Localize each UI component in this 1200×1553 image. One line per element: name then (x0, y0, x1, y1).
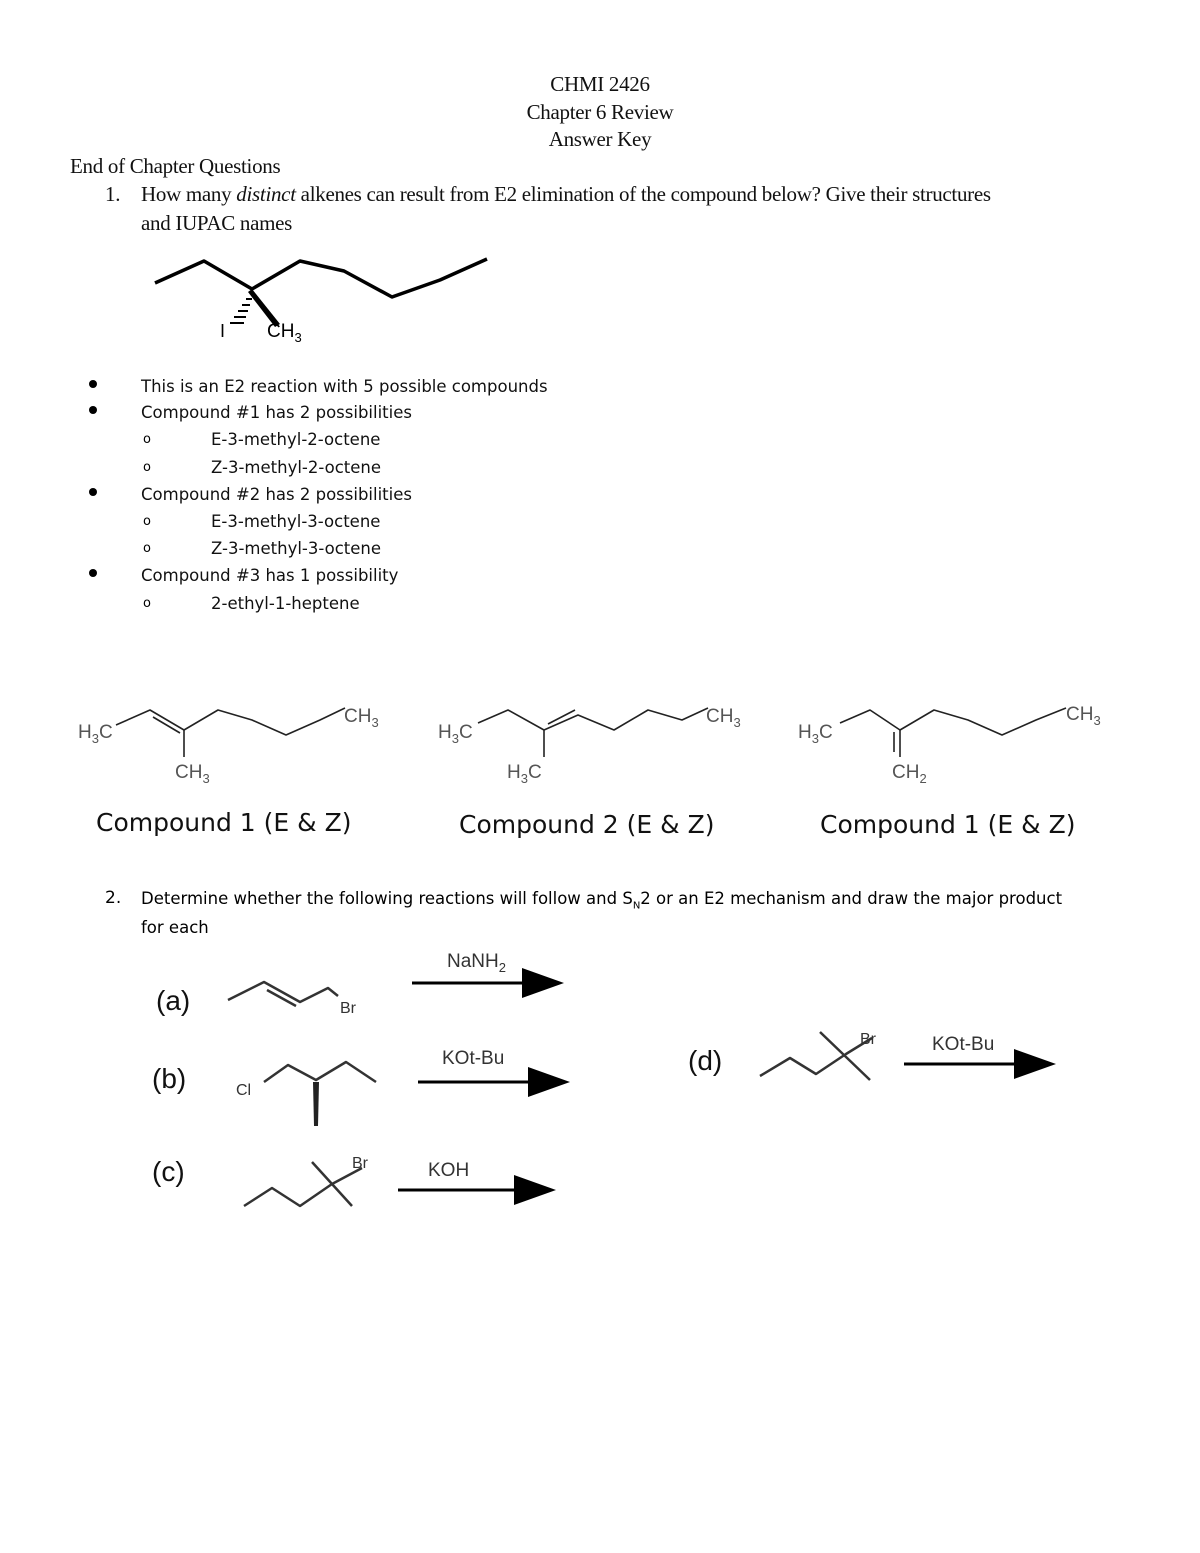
h3c-label: $H_3C$ (798, 722, 833, 746)
bullet (89, 488, 97, 496)
q1-number: 1. (105, 182, 121, 206)
h3c-label: $H_3C$ (78, 722, 113, 746)
sub-bullet: o (143, 541, 151, 556)
ch3-label: $CH_3$ (706, 706, 741, 730)
sub-bullet: o (143, 596, 151, 611)
reactions-diagram (140, 940, 1080, 1230)
course-code: CHMI 2426 (550, 72, 650, 96)
reaction-c-leaving-group: Br (352, 1155, 368, 1172)
reaction-b-reagent: KOt-Bu (442, 1048, 505, 1069)
ch3-label: $CH_3$ (175, 762, 210, 786)
q2-number: 2. (105, 888, 122, 908)
bullet (89, 380, 97, 388)
answer-compound-3-name: 2-ethyl-1-heptene (211, 594, 360, 613)
reaction-a-label: (a) (156, 985, 191, 1016)
ch3-label: $CH_3$ (344, 706, 379, 730)
q1-text-line2: and IUPAC names (141, 211, 293, 235)
reaction-d-label: (d) (688, 1045, 723, 1076)
reaction-a-leaving-group: Br (340, 1000, 356, 1017)
reaction-c-label: (c) (152, 1156, 185, 1187)
ch2-label: $CH_2$ (892, 762, 927, 786)
compound-label-1: Compound 1 (E & Z) (96, 808, 352, 837)
iodine-label: I (220, 321, 226, 341)
q1-text: How many distinct alkenes can result from E2 elimination of the compound below? Give their structures (141, 182, 991, 206)
sub-bullet: o (143, 514, 151, 529)
answer-compound-1-e: E-3-methyl-2-octene (211, 430, 381, 449)
chapter-title: Chapter 6 Review (526, 100, 674, 124)
sub-bullet: o (143, 432, 151, 447)
answer-compound-1: Compound #1 has 2 possibilities (141, 403, 412, 422)
product-structures (70, 690, 1150, 800)
answer-compound-1-z: Z-3-methyl-2-octene (211, 458, 382, 477)
compound-label-2: Compound 2 (E & Z) (459, 810, 715, 839)
q2-text: Determine whether the following reactions will follow and $S_N2$ or an E2 mechanism and draw the major product (141, 889, 1063, 912)
answer-compound-2: Compound #2 has 2 possibilities (141, 485, 412, 504)
bullet (89, 569, 97, 577)
section-title: End of Chapter Questions (70, 154, 281, 178)
h3c-label: $H_3C$ (438, 722, 473, 746)
answer-summary: This is an E2 reaction with 5 possible compounds (141, 377, 548, 396)
bullet (89, 406, 97, 414)
sub-bullet: o (143, 460, 151, 475)
answer-compound-2-z: Z-3-methyl-3-octene (211, 539, 382, 558)
reaction-c-reagent: KOH (428, 1160, 470, 1181)
reaction-b-leaving-group: Cl (236, 1082, 252, 1099)
reaction-a-reagent: NaNH$_2$ (447, 951, 506, 975)
answer-compound-3: Compound #3 has 1 possibility (141, 566, 399, 585)
q1-starting-structure (140, 245, 500, 350)
h3c-label: $H_3C$ (507, 762, 542, 786)
reaction-d-reagent: KOt-Bu (932, 1034, 995, 1055)
answer-key-subtitle: Answer Key (548, 127, 652, 151)
reaction-b-label: (b) (152, 1063, 187, 1094)
q2-text-line2: for each (141, 918, 209, 937)
answer-compound-2-e: E-3-methyl-3-octene (211, 512, 381, 531)
methyl-label: $CH_3$ (267, 321, 302, 345)
ch3-label: $CH_3$ (1066, 704, 1101, 728)
compound-label-3: Compound 1 (E & Z) (820, 810, 1076, 839)
reaction-d-leaving-group: Br (860, 1031, 876, 1048)
